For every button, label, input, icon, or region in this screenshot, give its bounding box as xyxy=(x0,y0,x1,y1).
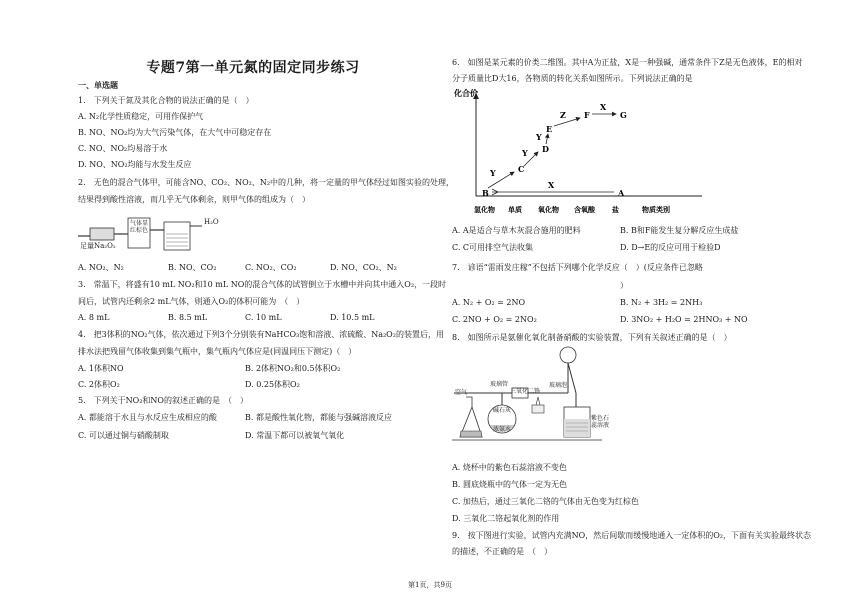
q8-option-a: A. 烧杯中的紫色石蕊溶液不变色 xyxy=(452,463,567,472)
section-heading: 一、单选题 xyxy=(78,80,118,90)
point-b: B xyxy=(482,188,489,198)
q7-option-a: A. N₂ + O₂ = 2NO xyxy=(452,298,526,307)
q5-option-d: D. 常温下都可以被氧气氧化 xyxy=(245,431,345,440)
arrow-label-x2: X xyxy=(600,102,607,112)
q6-stem-line2: 分子质量比D大16，各物质的转化关系如图所示。下列说法正确的是 xyxy=(452,74,693,83)
q5-option-a: A. 都能溶于水且与水反应生成相应的酸 xyxy=(78,413,217,422)
q4-stem-line1: 4. 把3体积的NO₂气体，依次通过下列3个分别装有NaHCO₃饱和溶液、浓硫酸、Na₂O₂的装置后，用 xyxy=(78,330,444,339)
point-c: C xyxy=(518,164,525,174)
q1-stem: 1. 下列关于氮及其化合物的说法正确的是（ ） xyxy=(78,96,254,105)
q8-fig-label-jar: 碱石灰 xyxy=(493,407,512,414)
q7-stem-line2: ） xyxy=(620,281,628,290)
page-footer: 第1页，共9页 xyxy=(408,581,452,589)
q3-option-a: A. 8 mL xyxy=(78,313,110,322)
page-title: 专题7第一单元氮的固定同步练习 xyxy=(146,60,360,76)
q8-fig-label-cr2o3: 三氧化二铬 xyxy=(510,388,541,395)
q6-stem-line1: 6. 如图是某元素的价类二维图。其中A为正盐，X是一种强碱，通常条件下Z是无色液体，E的相对 xyxy=(452,58,803,67)
q6-valence-diagram xyxy=(452,88,712,218)
q4-option-b: B. 2体积NO₂和0.5体积O₂ xyxy=(245,364,341,373)
q4-option-a: A. 1体积NO xyxy=(78,364,124,373)
q8-stem: 8. 如图所示是氨催化氧化制备硝酸的实验装置，下列有关叙述正确的是（ ） xyxy=(452,333,732,342)
q9-stem-line2: 的描述，不正确的是 （ ） xyxy=(452,547,552,556)
q6-option-a: A. A是适合与草木灰混合施用的肥料 xyxy=(452,226,581,235)
x-tick-oxide: 氧化物 xyxy=(538,205,559,214)
arrow-label-y3: Y xyxy=(536,132,542,142)
x-tick-oxyacid: 含氧酸 xyxy=(574,205,595,214)
x-tick-element: 单质 xyxy=(508,205,522,214)
point-f: F xyxy=(584,110,590,120)
q6-option-b: B. B和F能发生复分解反应生成盐 xyxy=(620,226,739,235)
x-tick-salt: 盐 xyxy=(612,205,619,214)
point-e: E xyxy=(546,124,553,134)
arrow-label-x1: X xyxy=(548,180,555,190)
q2-option-b: B. NO、CO₂ xyxy=(168,263,217,272)
q3-stem-line1: 3. 常温下，将盛有10 mL NO₂和10 mL NO的混合气体的试管倒立于水槽中并向其中通入O₂，一段时 xyxy=(78,280,447,289)
x-axis-label: 物质类别 xyxy=(642,205,670,214)
q7-stem-line1: 7. 谚语“雷雨发庄稼”不包括下列哪个化学反应（ ）(反应条件已忽略 xyxy=(452,263,703,272)
q7-option-c: C. 2NO + O₂ = 2NO₂ xyxy=(452,315,537,324)
q5-option-b: B. 都是酸性氧化物，都能与强碱溶液反应 xyxy=(245,413,392,422)
q6-option-d: D. D→E的反应可用于检验D xyxy=(620,243,721,252)
arrow-label-y1: Y xyxy=(490,168,496,178)
q1-option-c: C. NO、NO₂均易溶于水 xyxy=(78,144,168,153)
arrow-label-y2: Y xyxy=(522,148,528,158)
x-tick-hydride: 氢化物 xyxy=(474,205,495,214)
glass-bulb xyxy=(560,347,576,363)
q2-fig-label-na2o2: 足量Na₂O₂ xyxy=(80,242,116,250)
q1-option-d: D. NO、NO₂均能与水发生反应 xyxy=(78,160,192,169)
point-d: D xyxy=(542,144,549,154)
q8-fig-label-bulb: 玻璃泡 xyxy=(549,382,568,389)
q8-fig-label-tube: 玻璃管 xyxy=(490,381,509,388)
q2-fig-label-gas: 气体显红棕色 xyxy=(130,220,149,234)
q9-stem-line1: 9. 按下图进行实验，试管内充满NO，然后间歇而缓慢地通入一定体积的O₂，下面有关实验最终状态 xyxy=(452,531,811,540)
q8-option-c: C. 加热后，通过三氧化二铬的气体由无色变为红棕色 xyxy=(452,497,639,506)
q8-fig-label-air: 空气 xyxy=(455,389,468,396)
q3-stem-line2: 间后，试管内还剩余2 mL气体，则通入O₂的体积可能为 （ ） xyxy=(78,297,305,306)
q4-option-c: C. 2体积O₂ xyxy=(78,380,120,389)
q2-option-d: D. NO、CO₂、N₂ xyxy=(330,263,397,272)
q2-option-c: C. NO₂、CO₂ xyxy=(245,263,297,272)
q2-stem-line2: 结果得到酸性溶液，而几乎无气体剩余，则甲气体的组成为（ ） xyxy=(78,195,310,204)
q1-option-b: B. NO、NO₂均为大气污染气体，在大气中可稳定存在 xyxy=(78,128,272,137)
q2-option-a: A. NO₂、N₂ xyxy=(78,263,124,272)
q5-option-c: C. 可以通过铜与硝酸制取 xyxy=(78,431,169,440)
arrow-d-to-e xyxy=(546,134,548,144)
q1-option-a: A. N₂化学性质稳定，可用作保护气 xyxy=(78,112,204,121)
y-axis-label: 化合价 xyxy=(454,88,478,98)
point-a: A xyxy=(618,188,625,198)
q8-option-d: D. 三氧化二铬起氧化剂的作用 xyxy=(452,514,560,523)
q4-stem-line2: 排水法把残留气体收集到集气瓶中，集气瓶内气体应是(同温同压下测定)（ ） xyxy=(78,347,357,356)
q5-stem: 5. 下列关于NO₂和NO的叙述正确的是 （ ） xyxy=(78,396,248,405)
q2-stem-line1: 2. 无色的混合气体甲，可能含NO、CO₂、NO₂、N₂中的几种，将一定量的甲气体经过如图实验的处理， xyxy=(78,178,455,187)
q8-option-b: B. 圆底烧瓶中的气体一定为无色 xyxy=(452,480,567,489)
arrow-e-to-f xyxy=(554,118,580,126)
burner xyxy=(532,405,544,413)
point-g: G xyxy=(620,110,627,120)
arrow-label-z: Z xyxy=(560,110,566,120)
q3-option-c: C. 10 mL xyxy=(245,313,282,322)
na2o2-tube xyxy=(90,228,114,240)
q6-option-c: C. C可用排空气法收集 xyxy=(452,243,534,252)
q7-option-b: B. N₂ + 3H₂ = 2NH₃ xyxy=(620,298,703,307)
q8-fig-label-litmus: 紫色石蕊溶液 xyxy=(591,415,610,429)
q3-option-b: B. 8.5 mL xyxy=(168,313,208,322)
q7-option-d: D. 3NO₂ + H₂O = 2HNO₃ + NO xyxy=(620,315,748,324)
q2-fig-label-h2o: H₂O xyxy=(204,218,219,226)
q3-option-d: D. 10.5 mL xyxy=(330,313,375,322)
q8-fig-label-nh3: 浓氨水 xyxy=(493,426,512,433)
q4-option-d: D. 0.25体积O₂ xyxy=(245,380,300,389)
